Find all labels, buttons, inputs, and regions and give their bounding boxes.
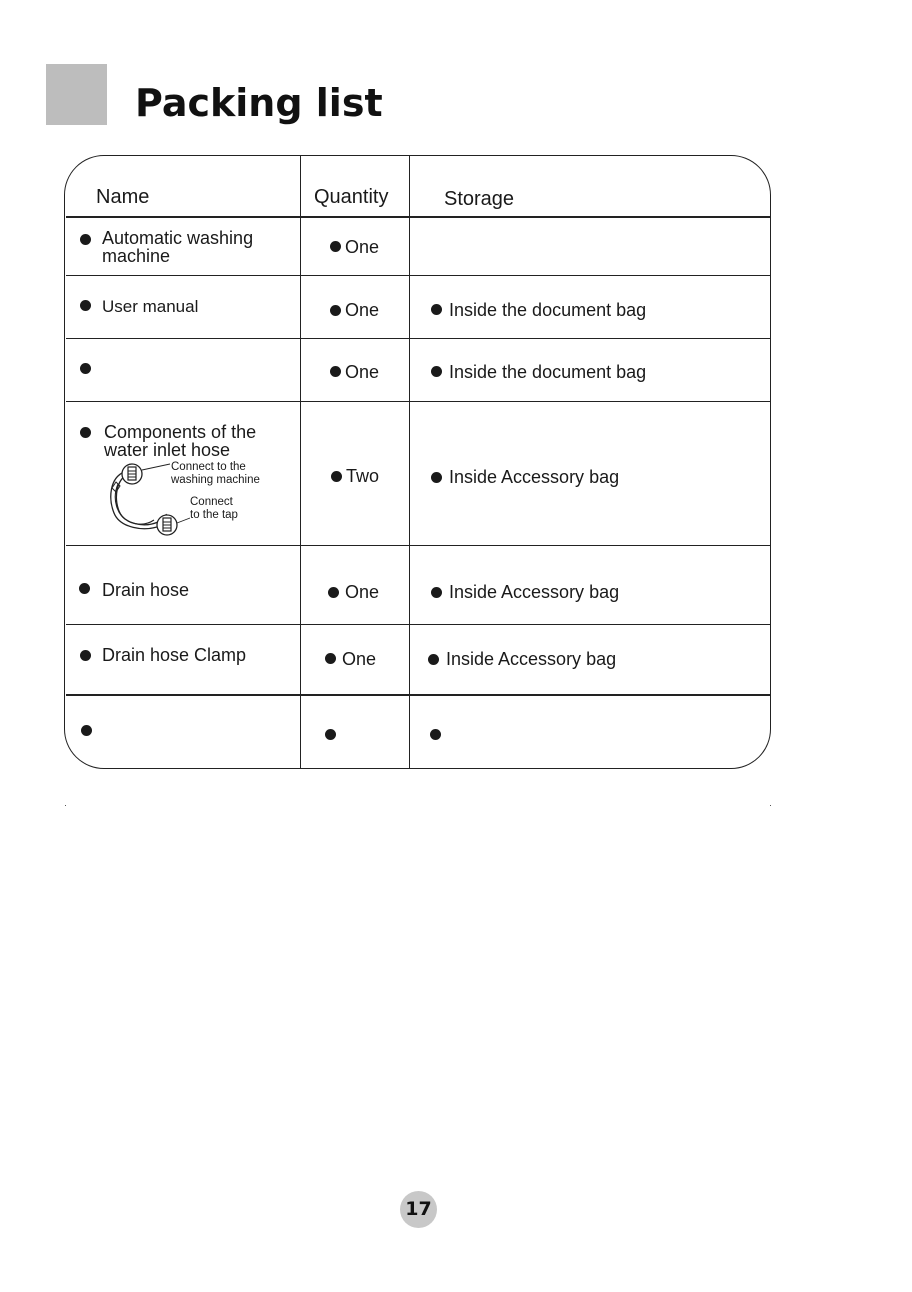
bullet-icon bbox=[428, 654, 439, 665]
item-quantity: One bbox=[342, 649, 377, 669]
bullet-icon bbox=[430, 729, 441, 740]
scan-speck bbox=[770, 805, 771, 806]
row-divider bbox=[66, 545, 770, 546]
bullet-icon bbox=[330, 241, 341, 252]
hose-label: washing machine bbox=[171, 474, 260, 486]
item-name: Drain hose bbox=[102, 580, 190, 600]
item-name: Components of the bbox=[104, 422, 257, 442]
item-storage: Inside Accessory bag bbox=[446, 649, 617, 669]
column-divider bbox=[300, 155, 301, 769]
row-divider bbox=[66, 338, 770, 339]
bullet-icon bbox=[80, 363, 91, 374]
header-name: Name bbox=[96, 186, 150, 208]
bullet-icon bbox=[80, 427, 91, 438]
header-divider bbox=[66, 216, 770, 218]
page-number: 17 bbox=[400, 1191, 437, 1228]
item-name: water inlet hose bbox=[104, 440, 231, 460]
row-divider bbox=[66, 624, 770, 625]
bullet-icon bbox=[80, 650, 91, 661]
item-storage: Inside the document bag bbox=[449, 300, 647, 320]
item-name: User manual bbox=[102, 297, 199, 316]
row-divider bbox=[66, 275, 770, 276]
bullet-icon bbox=[330, 366, 341, 377]
column-divider bbox=[409, 155, 410, 769]
bullet-icon bbox=[81, 725, 92, 736]
bullet-icon bbox=[325, 653, 336, 664]
item-name: machine bbox=[102, 246, 171, 266]
item-quantity: Two bbox=[346, 466, 380, 486]
page-title: Packing list bbox=[135, 81, 383, 125]
title-marker bbox=[46, 64, 107, 125]
bullet-icon bbox=[330, 305, 341, 316]
item-storage: Inside the document bag bbox=[449, 362, 647, 382]
item-quantity: One bbox=[345, 582, 380, 602]
row-divider bbox=[66, 694, 770, 696]
bullet-icon bbox=[431, 366, 442, 377]
header-quantity: Quantity bbox=[314, 186, 389, 208]
item-storage: Inside Accessory bag bbox=[449, 582, 620, 602]
item-quantity: One bbox=[345, 362, 380, 382]
item-quantity: One bbox=[345, 300, 380, 320]
scan-speck bbox=[65, 805, 66, 806]
item-quantity: One bbox=[345, 237, 380, 257]
item-storage: Inside Accessory bag bbox=[449, 467, 620, 487]
bullet-icon bbox=[325, 729, 336, 740]
bullet-icon bbox=[80, 234, 91, 245]
bullet-icon bbox=[331, 471, 342, 482]
item-name: Drain hose Clamp bbox=[102, 645, 247, 665]
bullet-icon bbox=[79, 583, 90, 594]
bullet-icon bbox=[431, 472, 442, 483]
hose-label: Connect bbox=[190, 496, 233, 508]
item-name: Automatic washing bbox=[102, 228, 254, 248]
bullet-icon bbox=[431, 587, 442, 598]
row-divider bbox=[66, 401, 770, 402]
hose-label: Connect to the bbox=[171, 461, 246, 473]
hose-label: to the tap bbox=[190, 509, 238, 521]
header-storage: Storage bbox=[444, 188, 515, 210]
bullet-icon bbox=[328, 587, 339, 598]
bullet-icon bbox=[80, 300, 91, 311]
bullet-icon bbox=[431, 304, 442, 315]
